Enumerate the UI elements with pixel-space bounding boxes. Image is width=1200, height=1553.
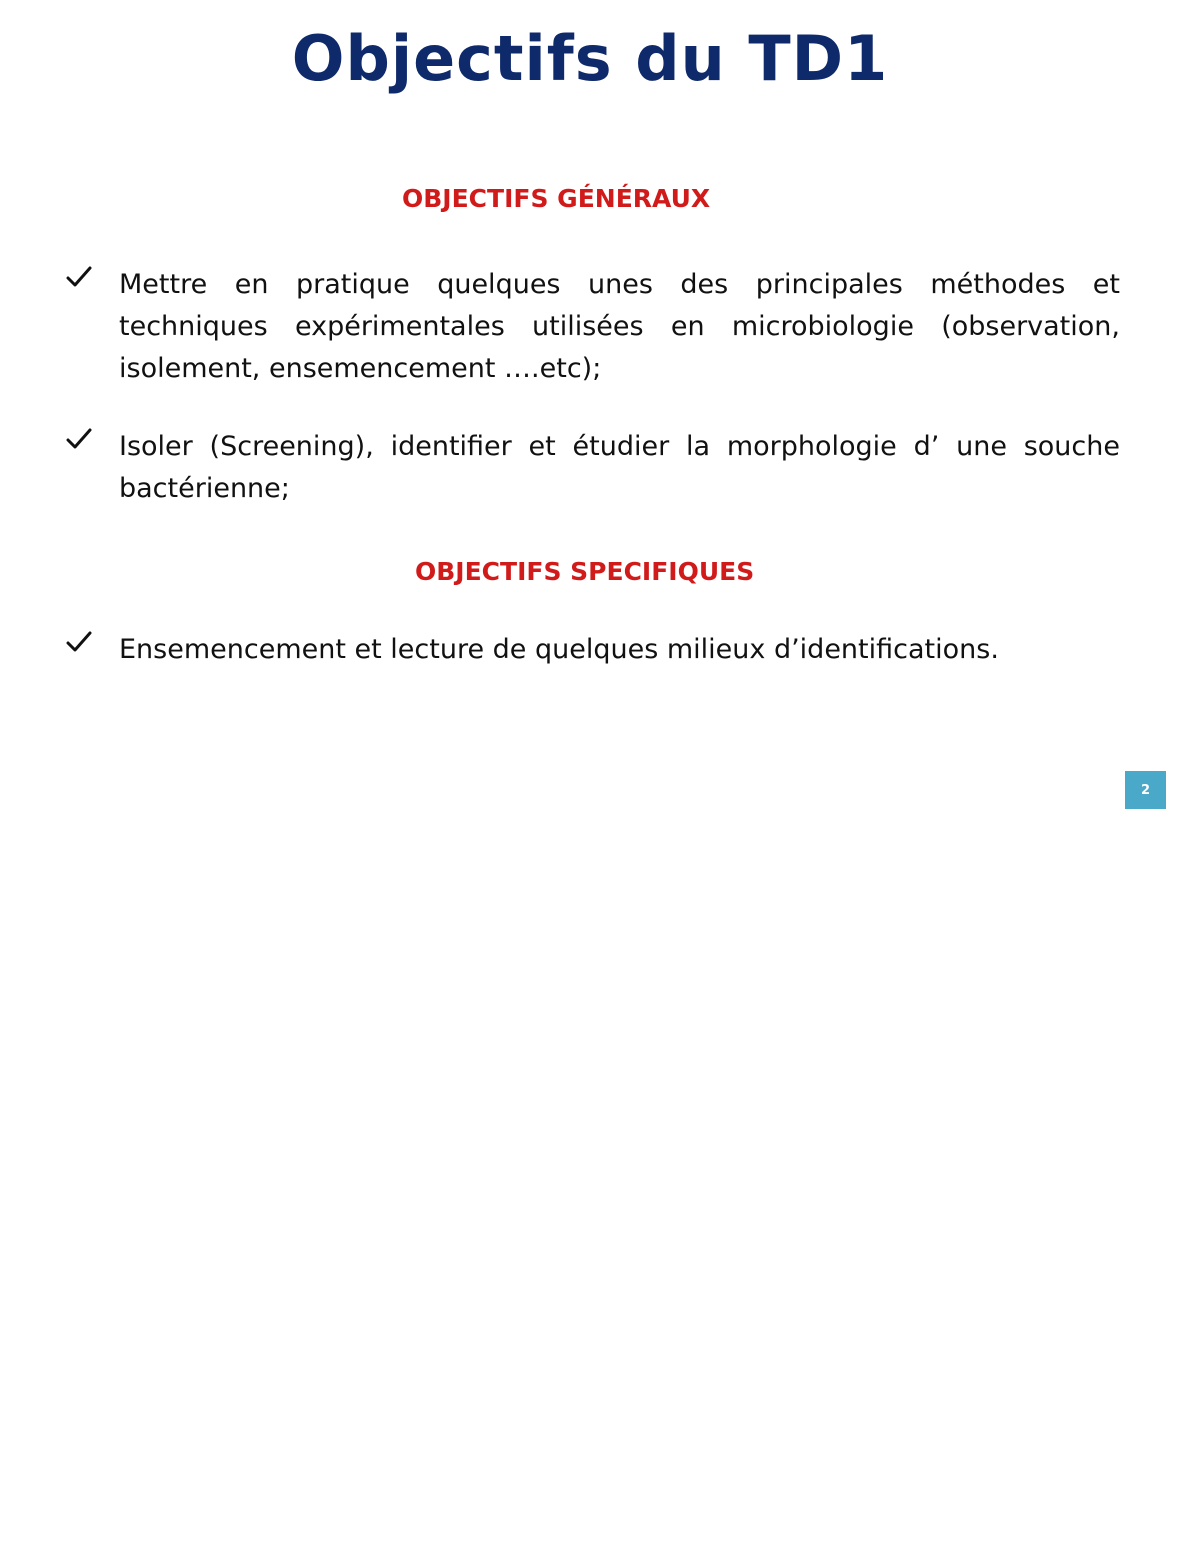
list-item (60, 629, 1120, 671)
checkmark-icon (66, 428, 92, 450)
list-item-text: Mettre en pratique quelques unes des principales méthodes et techniques expérimentales utilisées en microbiologie (observation, isolement, ensemencement ….etc); (119, 269, 1120, 384)
list-item-text: Ensemencement et lecture de quelques milieux d’identifications. (119, 634, 999, 665)
page-title: Objectifs du TD1 (291, 22, 889, 95)
section-heading-general: OBJECTIFS GÉNÉRAUX (402, 184, 711, 213)
list-item (60, 426, 1120, 510)
list-item (60, 264, 1120, 390)
list-item-text: Isoler (Screening), identifier et étudier la morphologie d’ une souche bactérienne; (119, 431, 1120, 504)
checkmark-icon (66, 266, 92, 288)
section-heading-specific: OBJECTIFS SPECIFIQUES (415, 557, 755, 586)
page-number-badge: 2 (1125, 771, 1166, 809)
checkmark-icon (66, 631, 92, 653)
